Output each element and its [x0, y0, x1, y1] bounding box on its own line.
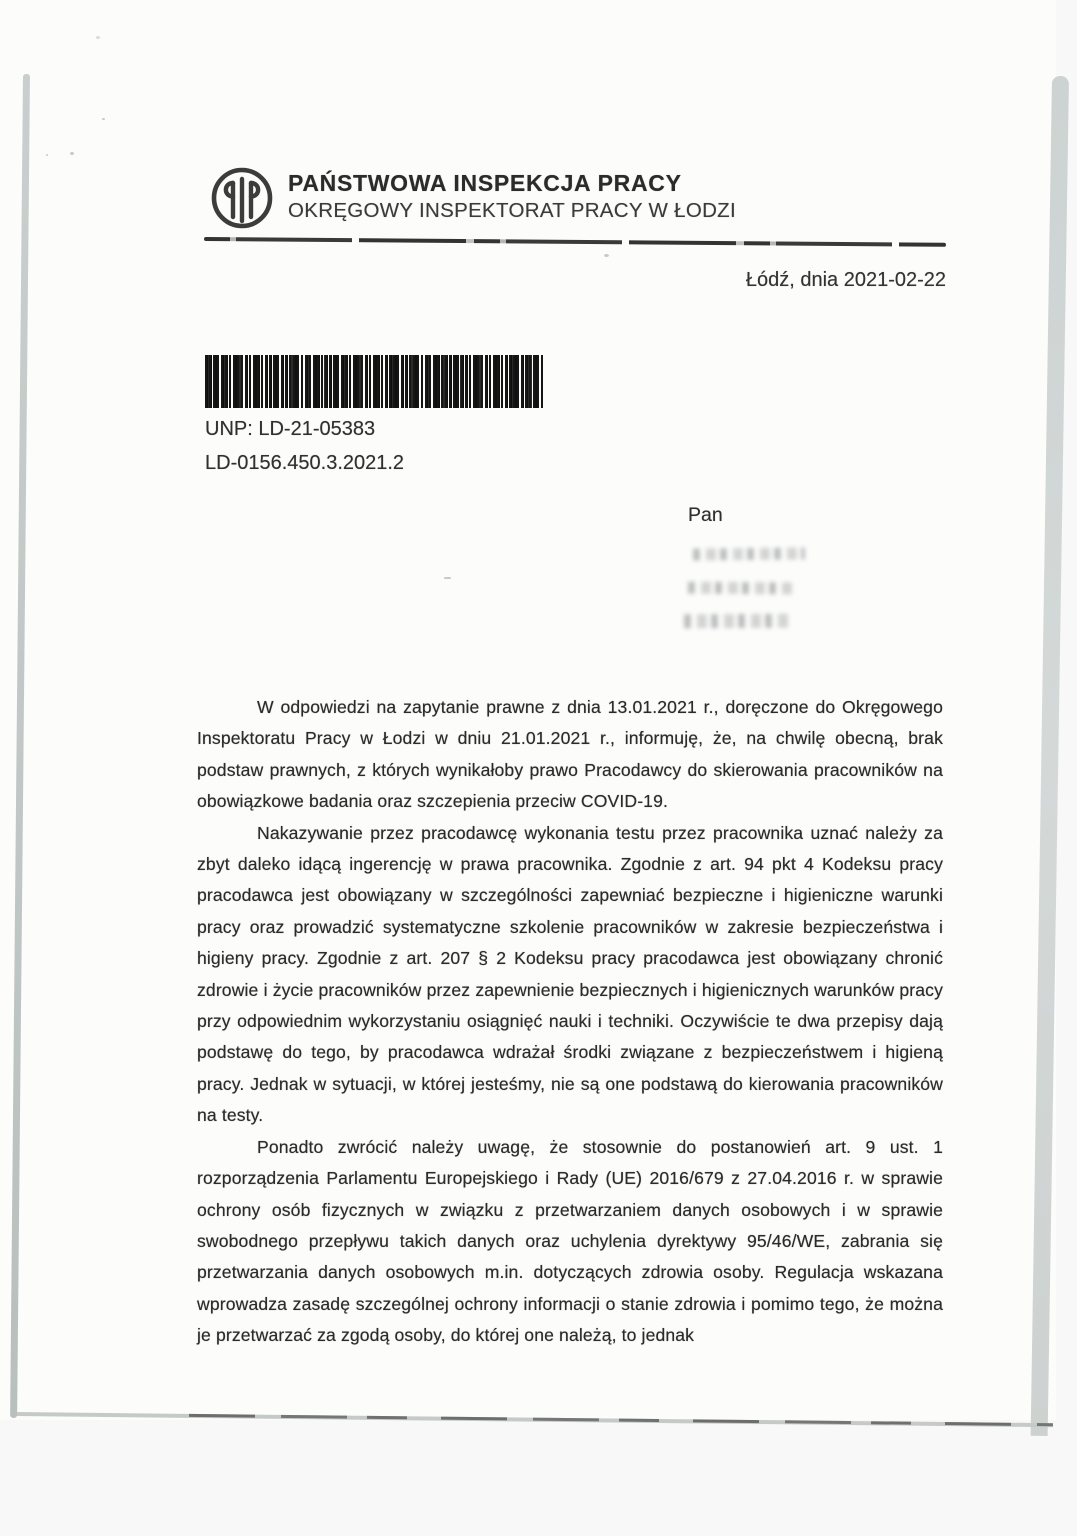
pip-logo-icon [208, 164, 276, 232]
scan-speck [102, 118, 105, 120]
unp-number: UNP: LD-21-05383 [205, 418, 376, 440]
recipient-redacted-line [684, 614, 790, 629]
case-number: LD-0156.450.3.2021.2 [205, 452, 405, 474]
scan-speck [604, 254, 609, 257]
org-name: PAŃSTWOWA INSPEKCJA PRACY [288, 170, 682, 196]
body-paragraph: Nakazywanie przez pracodawcę wykonania testu przez pracownika uznać należy za zbyt daleko idącą ingerencję w prawa pracownika. Zgodnie z art. 94 pkt 4 Kodeksu pracy pracodawca jest obowiązany w szczególności zapewniać bezpieczne i higieniczne warunki pracy oraz prowadzić systematyczne szkolenie pracowników w zakresie bezpieczeństwa i higieny pracy. Zgodnie z art. 207 § 2 Kodeksu pracy pracodawca jest obowiązany chronić zdrowie i życie pracowników przez zapewnienie bezpiecznych i higienicznych warunków pracy przy odpowiednim wykorzystaniu osiągnięć nauki i techniki. Oczywiście te dwa przepisy dają podstawę do tego, by pracodawca wdrażał środki związane z bezpieczeństwem i higieną pracy. Jednak w sytuacji, w której jesteśmy, nie są one podstawą do kierowania pracowników na testy. [197, 822, 943, 1126]
recipient-redacted-line [693, 547, 805, 560]
recipient-redacted-line [688, 582, 792, 595]
date-line: Łódź, dnia 2021-02-22 [745, 269, 946, 291]
recipient-salutation: Pan [688, 504, 723, 526]
scan-speck [96, 36, 100, 39]
scan-speck [444, 577, 451, 579]
barcode-icon [205, 355, 545, 408]
org-unit: OKRĘGOWY INSPEKTORAT PRACY W ŁODZI [288, 199, 736, 222]
body-paragraph: Ponadto zwrócić należy uwagę, że stosownie do postanowień art. 9 ust. 1 rozporządzenia Parlamentu Europejskiego i Rady (UE) 2016/679 z 27.04.2016 r. w sprawie ochrony osób fizycznych w związku z przetwarzaniem danych osobowych i w sprawie swobodnego przepływu takich danych oraz uchylenia dyrektywy 95/46/WE, zabrania się przetwarzania danych osobowych m.in. dotyczących zdrowia osoby. Regulacja wskazana wprowadza zasadę szczególnej ochrony informacji o stanie zdrowia i pomimo tego, że można je przetwarzać za zgodą osoby, do której one należą, to jednak [197, 1136, 943, 1346]
scan-speck [46, 154, 48, 156]
letter-body [197, 692, 943, 1352]
scan-speck [70, 152, 74, 155]
body-paragraph: W odpowiedzi na zapytanie prawne z dnia 13.01.2021 r., doręczone do Okręgowego Inspektoratu Pracy w Łodzi w dniu 21.01.2021 r., informuję, że, na chwilę obecną, brak podstaw prawnych, z których wynikałoby prawo Pracodawcy do skierowania pracowników na obowiązkowe badania oraz szczepienia przeciw COVID-19. [197, 697, 943, 812]
